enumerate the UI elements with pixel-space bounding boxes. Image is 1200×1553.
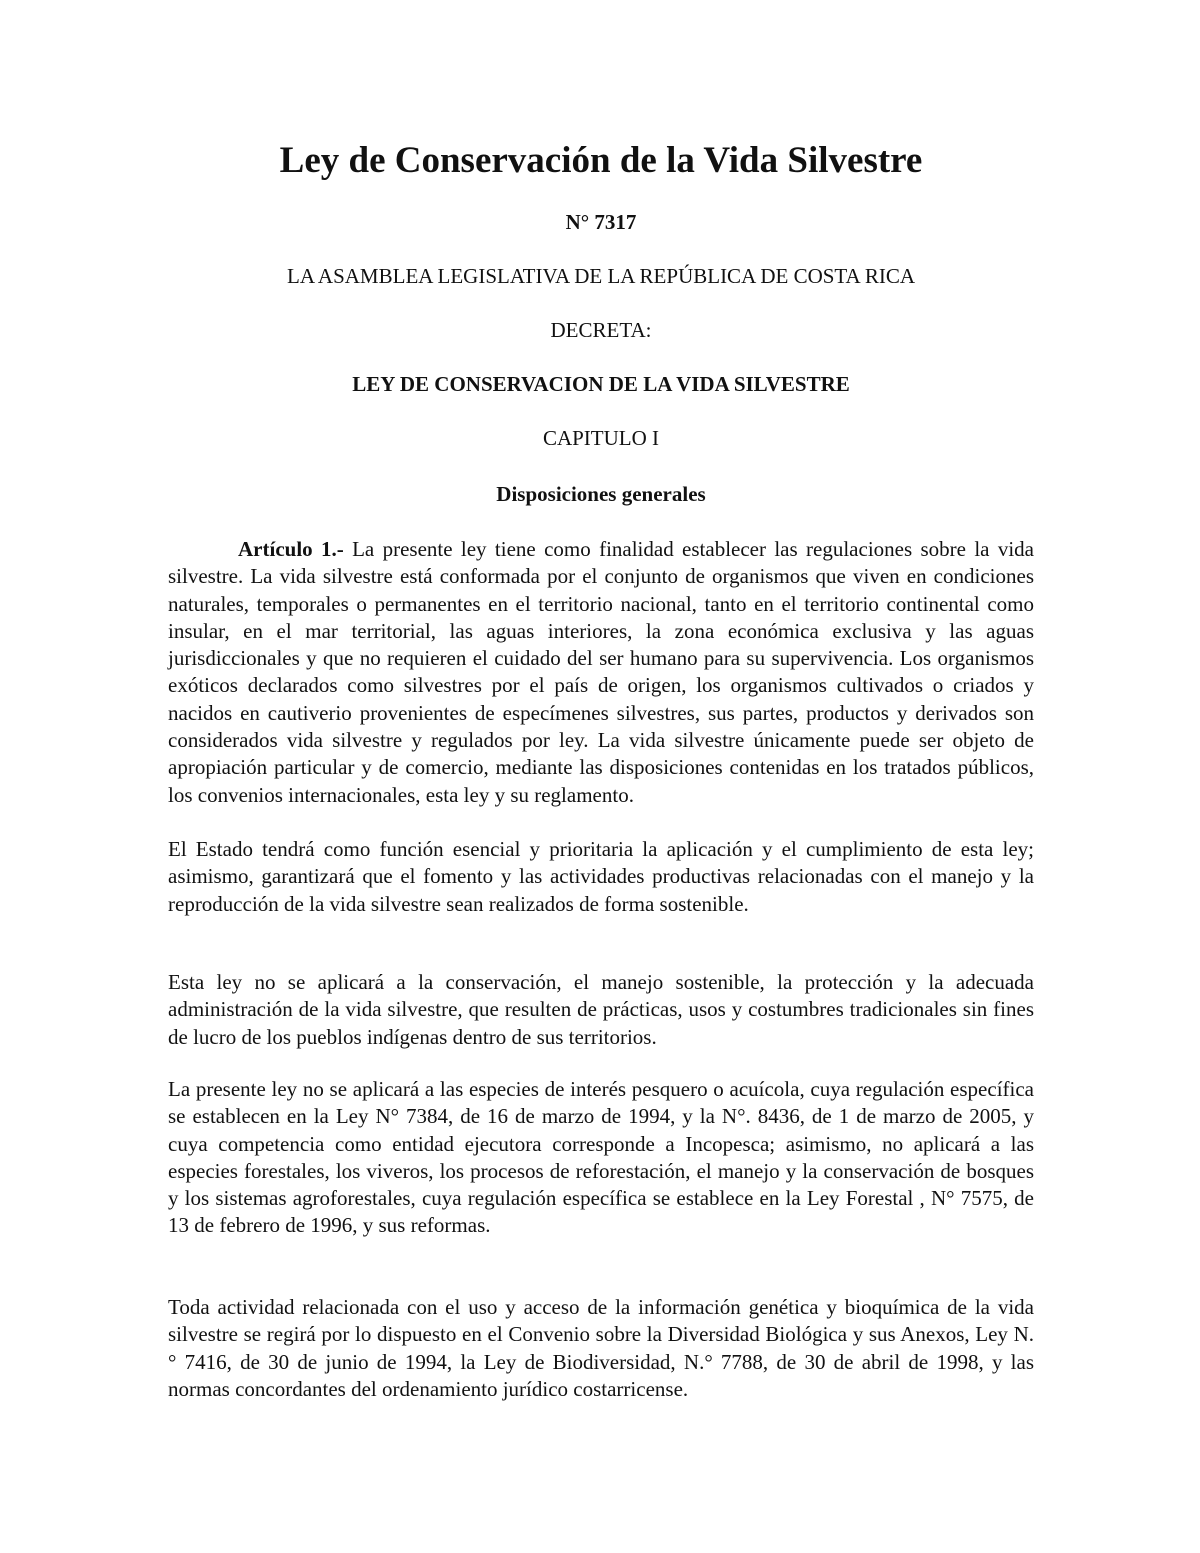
section-heading: Disposiciones generales (496, 482, 706, 506)
paragraph-genetic-information: Toda actividad relacionada con el uso y acceso de la información genética y bioquímica de la vida silvestre se regirá por lo dispuesto en el Convenio sobre la Diversidad Biológica y sus Anexos, Ley N.° 7416, de 30 de junio de 1994, la Ley de Biodiversidad, N.° 7788, de 30 de abril de 1998, y las normas concordantes del ordenamiento jurídico costarricense. (168, 1295, 1034, 1401)
paragraph-state-function: El Estado tendrá como función esencial y prioritaria la aplicación y el cumplimiento de esta ley; asimismo, garantizará que el fomento y las actividades productivas relacionadas con el manejo y la reproducción de la vida silvestre sean realizados de forma sostenible. (168, 837, 1034, 916)
article-1-text: La presente ley tiene como finalidad establecer las regulaciones sobre la vida silvestre. La vida silvestre está conformada por el conjunto de organismos que viven en condiciones naturales, temporales o permanentes en el territorio nacional, tanto en el territorio continental como insular, en el mar territorial, las aguas interiores, la zona económica exclusiva y las aguas jurisdiccionales y que no requieren el cuidado del ser humano para su supervivencia. Los organismos exóticos declarados como silvestres por el país de origen, los organismos cultivados o criados y nacidos en cautiverio provenientes de especímenes silvestres, sus partes, productos y derivados son considerados vida silvestre y regulados por ley. La vida silvestre únicamente puede ser objeto de apropiación particular y de comercio, mediante las disposiciones contenidas en los tratados públicos, los convenios internacionales, esta ley y su reglamento. (168, 537, 1034, 807)
decreta-heading: DECRETA: (550, 318, 652, 342)
law-title-heading: LEY DE CONSERVACION DE LA VIDA SILVESTRE (352, 372, 850, 396)
paragraph-fisheries-forestry-exception: La presente ley no se aplicará a las especies de interés pesquero o acuícola, cuya regulación específica se establecen en la Ley N° 7384, de 16 de marzo de 1994, y la N°. 8436, de 1 de marzo de 2005, y cuya competencia como entidad ejecutora corresponde a Incopesca; asimismo, no aplicará a las especies forestales, los viveros, los procesos de reforestación, el manejo y la conservación de bosques y los sistemas agroforestales, cuya regulación específica se establece en la Ley Forestal , N° 7575, de 13 de febrero de 1996, y sus reformas. (168, 1077, 1034, 1238)
article-1-paragraph (168, 536, 1034, 809)
assembly-heading: LA ASAMBLEA LEGISLATIVA DE LA REPÚBLICA DE COSTA RICA (287, 264, 915, 288)
paragraph-indigenous-exception: Esta ley no se aplicará a la conservación, el manejo sostenible, la protección y la adecuada administración de la vida silvestre, que resulten de prácticas, usos y costumbres tradicionales sin fines de lucro de los pueblos indígenas dentro de sus territorios. (168, 970, 1034, 1049)
law-number: N° 7317 (565, 210, 637, 234)
document-title: Ley de Conservación de la Vida Silvestre (279, 140, 923, 181)
article-1-label: Artículo 1.- (238, 537, 344, 561)
chapter-heading: CAPITULO I (542, 426, 660, 450)
